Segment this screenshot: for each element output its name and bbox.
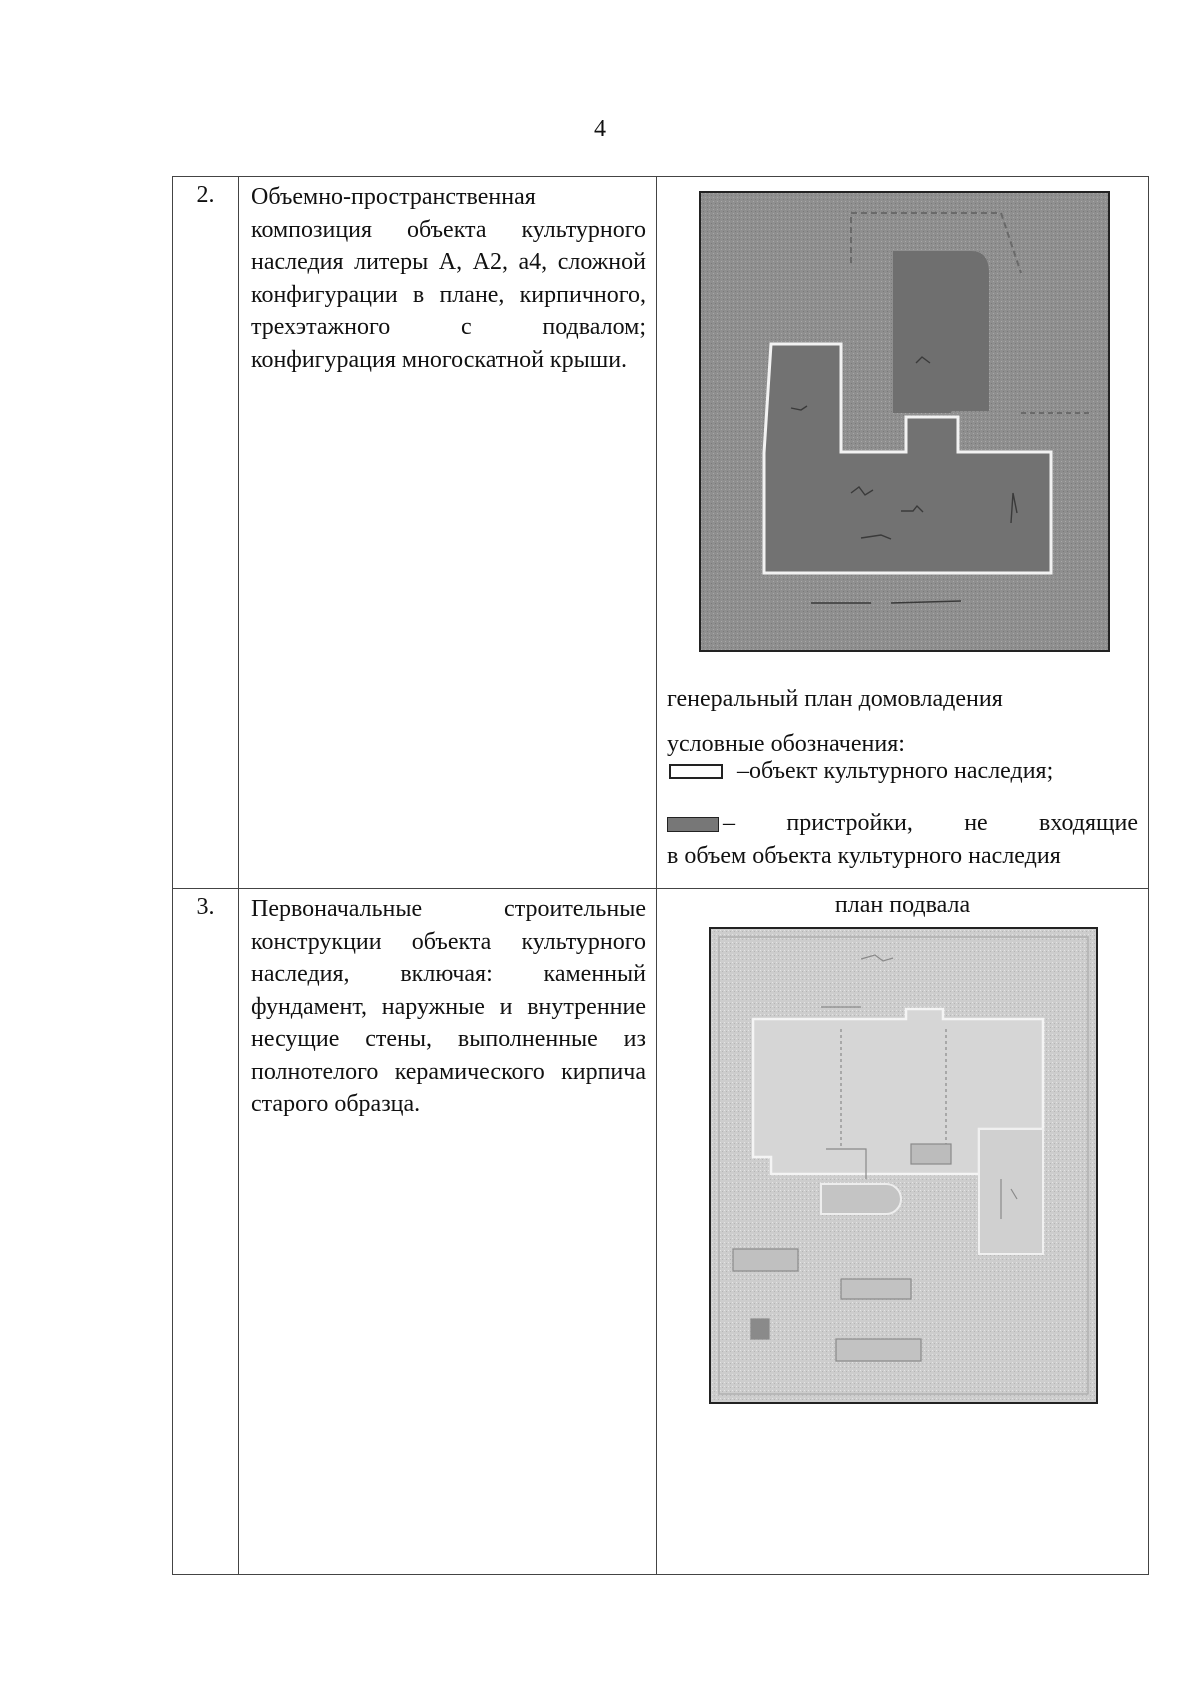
white-outline-swatch-icon (669, 764, 723, 779)
row-number: 3. (196, 894, 215, 920)
legend-item-text: –объект культурного наследия; (737, 758, 1054, 784)
row-number-cell (173, 177, 239, 889)
legend-item-annex (657, 807, 1148, 873)
heritage-elements-table (172, 176, 1149, 1575)
legend-word: не (964, 810, 988, 836)
legend-word: пристройки, (786, 810, 913, 836)
image-caption: генеральный план домовладения (667, 686, 1003, 712)
image-cell (657, 177, 1149, 889)
image-caption: план подвала (834, 892, 971, 918)
row-description: Объемно-пространственная композиция объекта культурного наследия литеры А, А2, а4, сложной конфигурации в плане, кирпичного, трехэтажного с подвалом; конфигурация многоскатной крыши. (251, 184, 646, 373)
legend-word: входящие (1039, 810, 1138, 836)
legend-item-heritage (657, 758, 1148, 785)
row-description: Первоначальные строительные конструкции объекта культурного наследия, включая: каменный фундамент, наружные и внутренние несущие стены, выполненные из полнотелого керамического кирпича старого образца. (251, 896, 646, 1117)
page-number: 4 (594, 116, 606, 142)
table-row (173, 889, 1149, 1575)
table-row (173, 177, 1149, 889)
description-cell (239, 889, 657, 1575)
row-number-cell (173, 889, 239, 1575)
row-number: 2. (196, 182, 215, 208)
legend-item-continuation: в объем объекта культурного наследия (667, 843, 1061, 869)
gray-fill-swatch-icon (667, 817, 719, 832)
legend-dash: – (723, 810, 735, 836)
image-cell (657, 889, 1149, 1575)
legend-title: условные обозначения: (667, 731, 905, 757)
description-cell (239, 177, 657, 889)
basement-plan-image (709, 927, 1098, 1404)
site-plan-image (699, 191, 1110, 652)
